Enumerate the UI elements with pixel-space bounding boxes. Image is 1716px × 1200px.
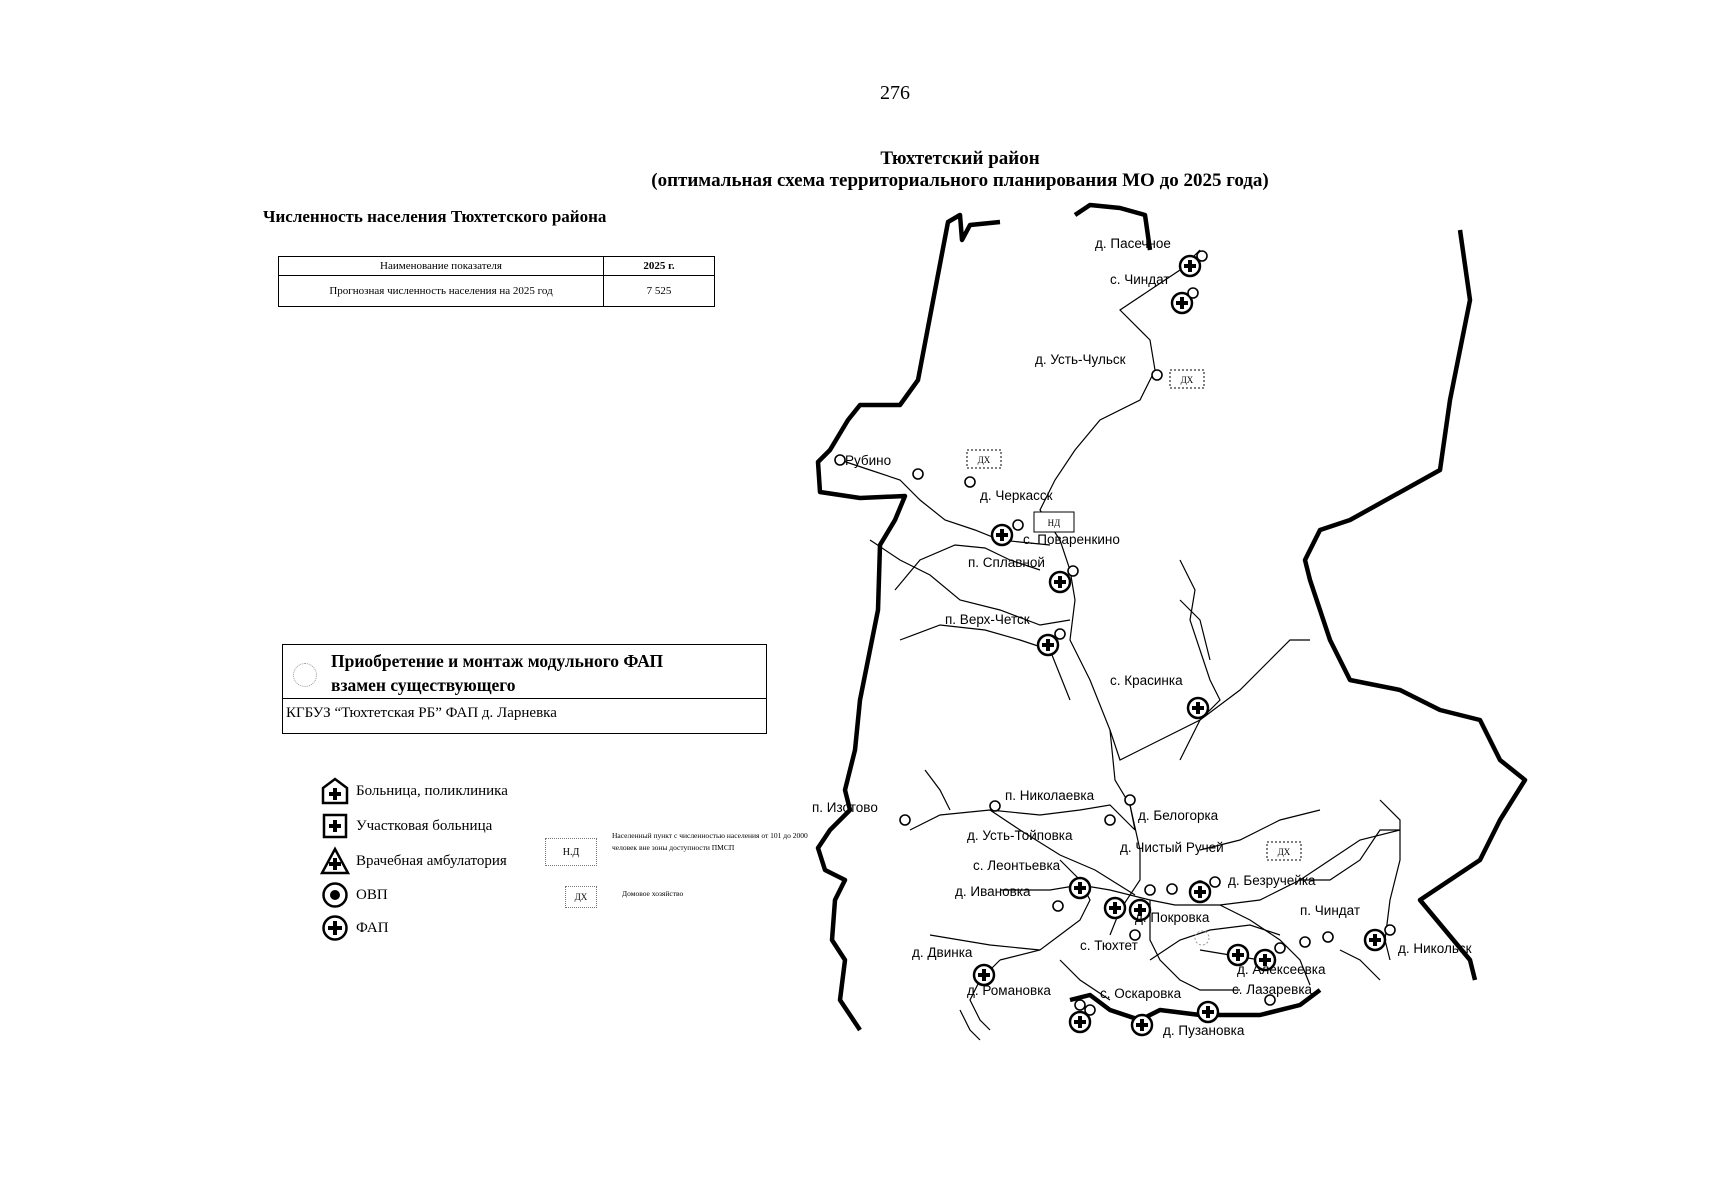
settlement-dot xyxy=(1075,1000,1085,1010)
settlement-dot xyxy=(1152,370,1162,380)
settlement-dot xyxy=(1210,877,1220,887)
place-label: Рубино xyxy=(845,453,892,468)
modular-fap-facility: КГБУЗ “Тюхтетская РБ” ФАП д. Ларневка xyxy=(286,705,557,721)
place-label: д. Покровка xyxy=(1135,910,1210,925)
settlement-dot xyxy=(1167,884,1177,894)
fap-marker xyxy=(1188,698,1208,718)
settlement-dot xyxy=(1013,520,1023,530)
place-label: д. Белогорка xyxy=(1138,808,1219,823)
fap-marker xyxy=(1190,882,1210,902)
legend-dh-badge: ДХ xyxy=(565,886,597,908)
settlement-dot xyxy=(1145,885,1155,895)
settlement-dot xyxy=(1385,925,1395,935)
population-heading: Численность населения Тюхтетского района xyxy=(263,207,607,226)
place-label: д. Пузановка xyxy=(1163,1023,1245,1038)
legend-nd-badge: Н.Д xyxy=(545,838,597,866)
settlement-dot xyxy=(900,815,910,825)
place-label: д. Двинка xyxy=(912,945,973,960)
place-label: с. Оскаровка xyxy=(1100,986,1182,1001)
dh-badge: ДХ xyxy=(1277,847,1291,857)
fap-marker xyxy=(1105,898,1125,918)
settlement-dot xyxy=(990,801,1000,811)
place-label: п. Изотово xyxy=(812,800,878,815)
legend-hospital-label: Больница, поликлиника xyxy=(356,782,508,799)
settlement-dot xyxy=(1323,932,1333,942)
table-cell-value: 7 525 xyxy=(604,276,715,307)
fap-marker xyxy=(1180,256,1200,276)
page-number: 276 xyxy=(880,82,910,104)
settlement-dot xyxy=(1125,795,1135,805)
legend-ovp-label: ОВП xyxy=(356,886,388,903)
dh-badge: ДХ xyxy=(1180,375,1194,385)
fap-marker xyxy=(1070,1012,1090,1032)
fap-marker xyxy=(1132,1015,1152,1035)
settlement-dot xyxy=(1197,251,1207,261)
settlement-dot xyxy=(1053,901,1063,911)
page-subtitle: (оптимальная схема территориального планирования МО до 2025 года) xyxy=(651,170,1269,191)
dh-badge: ДХ xyxy=(977,455,991,465)
table-header-year: 2025 г. xyxy=(604,257,715,276)
place-label: с. Поваренкино xyxy=(1023,532,1120,547)
settlement-dot xyxy=(1068,566,1078,576)
fap-marker xyxy=(1050,572,1070,592)
place-label: д. Романовка xyxy=(967,983,1051,998)
fap-marker xyxy=(1198,1002,1218,1022)
settlement-dot xyxy=(1300,937,1310,947)
settlement-dot xyxy=(1105,815,1115,825)
place-label: п. Чиндат xyxy=(1300,903,1361,918)
legend-nd-text: Населенный пункт с численностью населения от 101 до 2000 человек вне зоны доступности ПМСП xyxy=(612,831,808,852)
roads-rivers xyxy=(840,250,1400,1040)
place-label: д. Чистый Ручей xyxy=(1120,840,1224,855)
settlement-dot xyxy=(1055,629,1065,639)
place-label: д. Пасечное xyxy=(1095,236,1171,251)
modular-fap-heading-line2: взамен существующего xyxy=(331,675,516,695)
fap-marker xyxy=(992,525,1012,545)
place-label: д. Алексеевка xyxy=(1237,962,1326,977)
place-label: с. Лазаревка xyxy=(1232,982,1313,997)
place-label: с. Тюхтет xyxy=(1080,938,1138,953)
place-label: с. Красинка xyxy=(1110,673,1183,688)
settlement-dot xyxy=(1188,288,1198,298)
place-label: д. Безручейка xyxy=(1228,873,1316,888)
legend-ambulatory-label: Врачебная амбулатория xyxy=(356,852,507,869)
place-labels xyxy=(812,236,1472,1038)
place-label: п. Николаевка xyxy=(1005,788,1095,803)
place-label: д. Черкасск xyxy=(980,488,1053,503)
table-header-name: Наименование показателя xyxy=(279,257,604,276)
district-boundary xyxy=(818,205,1525,1030)
legend-dh-text: Домовое хозяйство xyxy=(622,889,684,898)
place-label: с. Леонтьевка xyxy=(973,858,1061,873)
place-label: д. Усть-Чульск xyxy=(1035,352,1126,367)
fap-marker xyxy=(974,965,994,985)
place-label: д. Никольск xyxy=(1398,941,1472,956)
fap-marker xyxy=(1038,635,1058,655)
fap-marker xyxy=(1365,930,1385,950)
place-label: д. Усть-Тойповка xyxy=(967,828,1073,843)
page-title: Тюхтетский район xyxy=(880,148,1040,169)
settlement-dot xyxy=(913,469,923,479)
modular-fap-heading-line1: Приобретение и монтаж модульного ФАП xyxy=(331,651,664,671)
settlement-dot xyxy=(1275,943,1285,953)
table-cell-label: Прогнозная численность населения на 2025 год xyxy=(279,276,604,307)
place-label: с. Чиндат xyxy=(1110,272,1170,287)
fap-marker xyxy=(1070,878,1090,898)
nd-badge: НД xyxy=(1047,518,1061,528)
legend-fap-label: ФАП xyxy=(356,919,389,936)
place-label: п. Сплавной xyxy=(968,555,1045,570)
place-label: д. Ивановка xyxy=(955,884,1031,899)
legend-district-hospital-label: Участковая больница xyxy=(356,817,493,834)
settlement-dot xyxy=(965,477,975,487)
settlement-dot xyxy=(835,455,845,465)
place-label: п. Верх-Четск xyxy=(945,612,1030,627)
